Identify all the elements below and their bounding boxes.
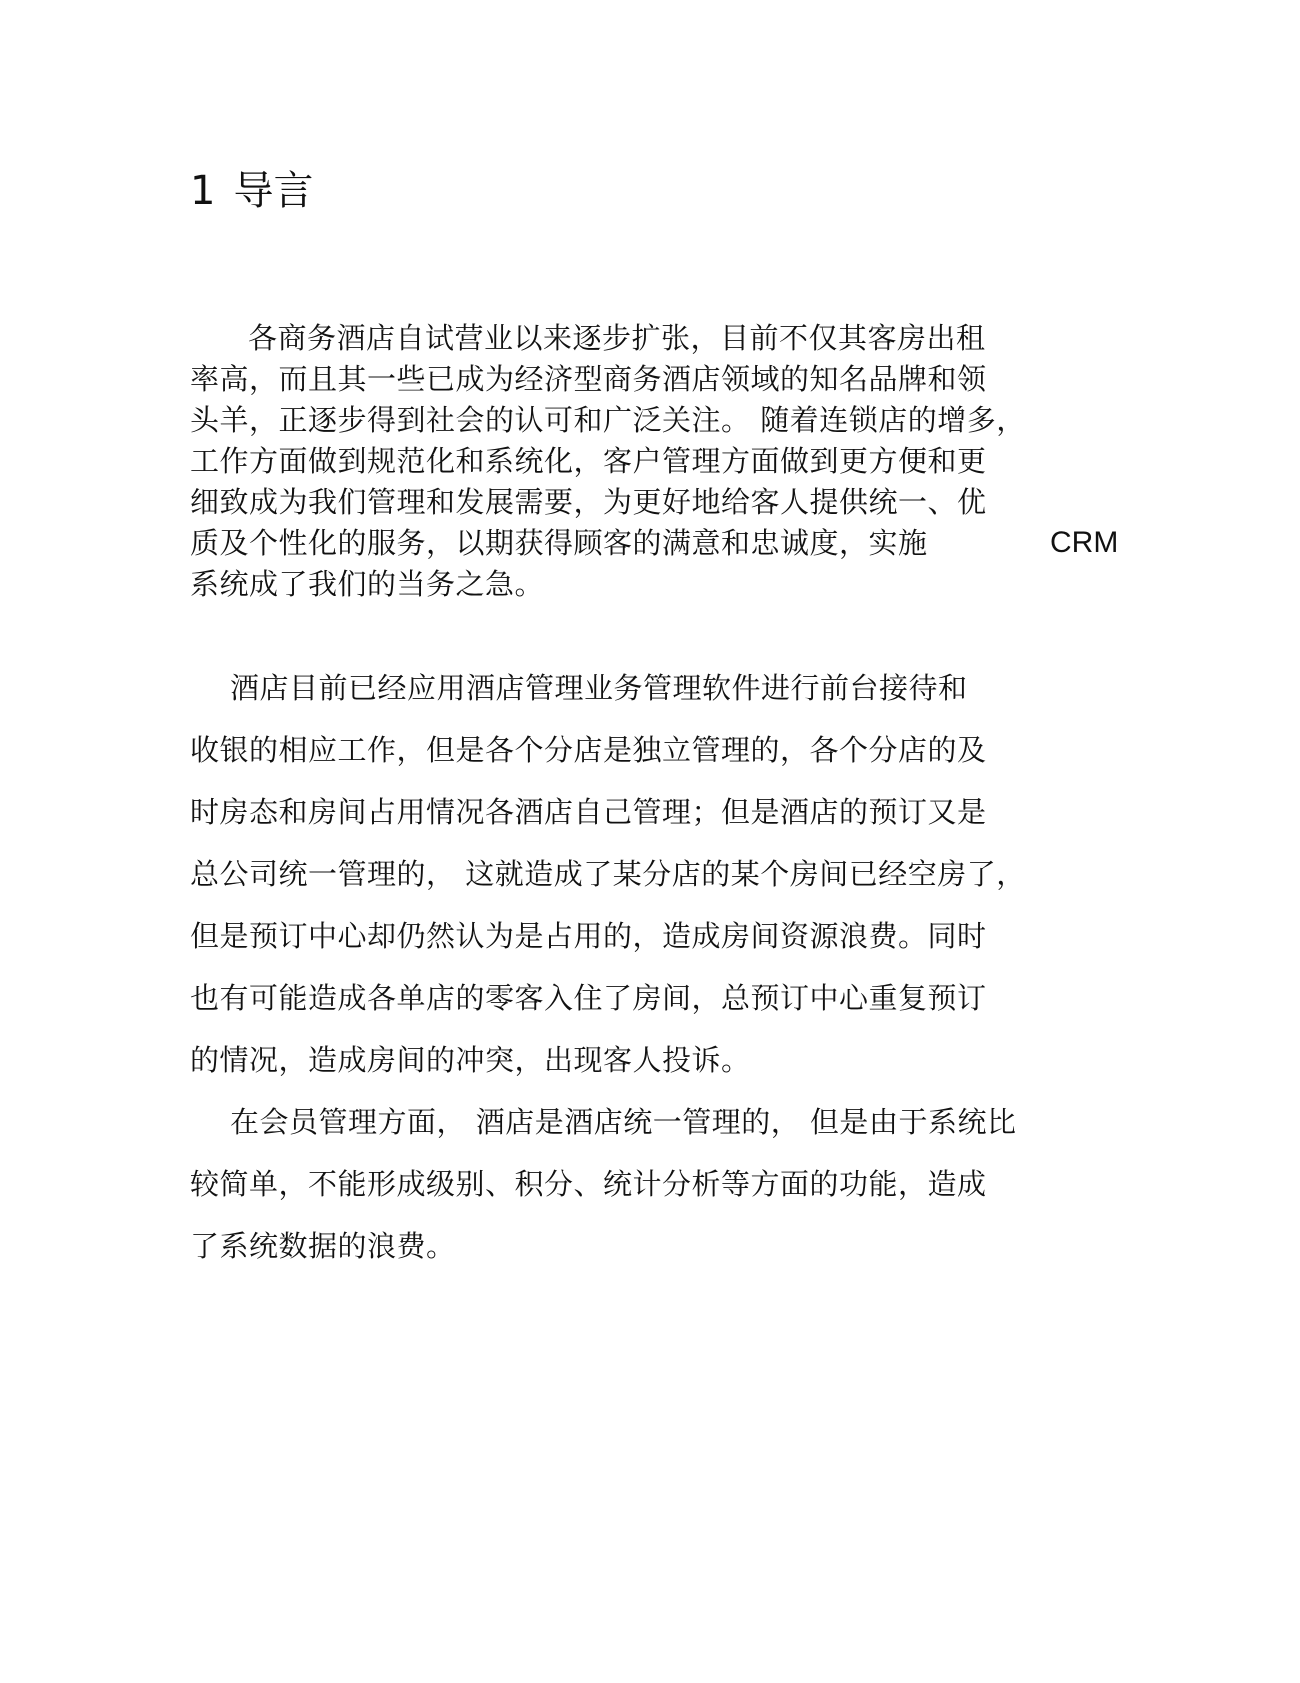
paragraph-line: 各商务酒店自试营业以来逐步扩张，目前不仅其客房出租 [248, 321, 986, 355]
paragraph-line: 了系统数据的浪费。 [190, 1229, 456, 1263]
paragraph-line: 头羊，正逐步得到社会的认可和广泛关注。 随着连锁店的增多， [190, 403, 1026, 437]
paragraph-line: 酒店目前已经应用酒店管理业务管理软件进行前台接待和 [230, 671, 968, 705]
paragraph-line: 在会员管理方面， 酒店是酒店统一管理的， 但是由于系统比 [230, 1105, 1017, 1139]
paragraph-line: 时房态和房间占用情况各酒店自己管理；但是酒店的预订又是 [190, 795, 987, 829]
paragraph-line: 的情况，造成房间的冲突，出现客人投诉。 [190, 1043, 751, 1077]
paragraph-line: 但是预订中心却仍然认为是占用的，造成房间资源浪费。同时 [190, 919, 987, 953]
section-title: 导言 [233, 168, 314, 214]
section-heading [190, 166, 313, 216]
paragraph-line: 系统成了我们的当务之急。 [190, 567, 545, 601]
paragraph-line: 率高，而且其一些已成为经济型商务酒店领域的知名品牌和领 [190, 362, 987, 396]
paragraph-line: 细致成为我们管理和发展需要，为更好地给客人提供统一、优 [190, 485, 987, 519]
crm-term: CRM [1050, 526, 1119, 559]
paragraph-line: 收银的相应工作，但是各个分店是独立管理的，各个分店的及 [190, 733, 987, 767]
paragraph-line: 质及个性化的服务，以期获得顾客的满意和忠诚度，实施 [190, 526, 928, 560]
paragraph-line: 也有可能造成各单店的零客入住了房间，总预订中心重复预订 [190, 981, 987, 1015]
paragraph-line: 较简单，不能形成级别、积分、统计分析等方面的功能，造成 [190, 1167, 987, 1201]
paragraph-line: 总公司统一管理的， 这就造成了某分店的某个房间已经空房了， [190, 857, 1026, 891]
section-number: 1 [190, 168, 216, 214]
paragraph-line: 工作方面做到规范化和系统化，客户管理方面做到更方便和更 [190, 444, 987, 478]
